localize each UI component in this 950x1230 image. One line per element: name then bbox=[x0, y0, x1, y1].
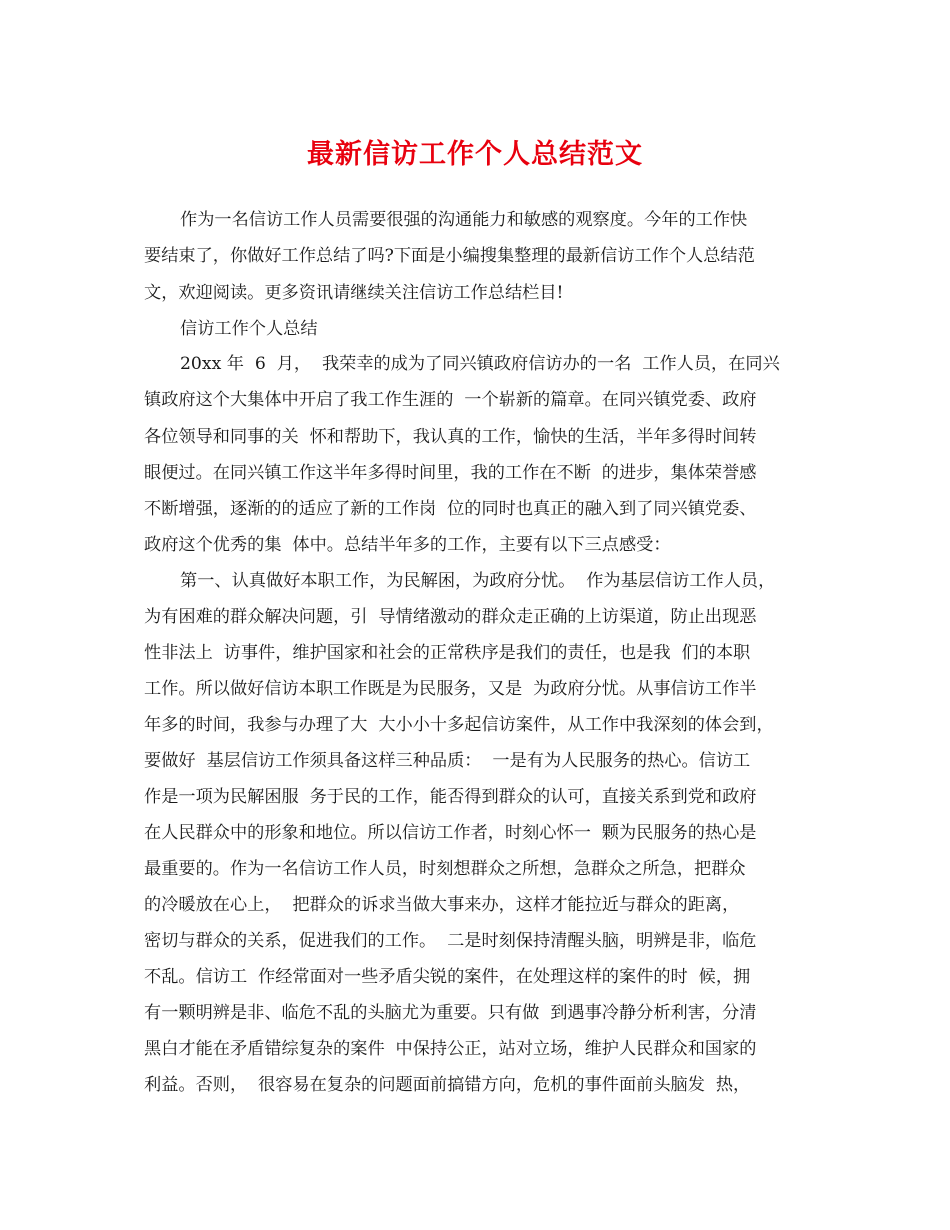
section-heading: 信访工作个人总结 bbox=[180, 319, 318, 339]
body-line: 作是一项为民解困服 务于民的工作，能否得到群众的认可，直接关系到党和政府 bbox=[144, 787, 757, 807]
body-line: 要做好 基层信访工作须具备这样三种品质： 一是有为人民服务的热心。信访工 bbox=[144, 751, 751, 771]
body-line: 在人民群众中的形象和地位。所以信访工作者，时刻心怀一 颗为民服务的热心是 bbox=[144, 823, 757, 843]
body-line: 利益。否则， 很容易在复杂的问题面前搞错方向，危机的事件面前头脑发 热， bbox=[144, 1075, 751, 1095]
body-line: 的冷暖放在心上， 把群众的诉求当做大事来办，这样才能拉近与群众的距离， bbox=[144, 895, 740, 915]
body-line: 文，欢迎阅读。更多资讯请继续关注信访工作总结栏目! bbox=[144, 283, 564, 303]
body-line: 年多的时间，我参与办理了大 大小小十多起信访案件，从工作中我深刻的体会到， bbox=[144, 715, 774, 735]
body-line: 性非法上 访事件，维护国家和社会的正常秩序是我们的责任，也是我 们的本职 bbox=[144, 643, 751, 663]
body-line: 第一、认真做好本职工作，为民解困，为政府分忧。 作为基层信访工作人员， bbox=[180, 571, 776, 591]
body-line: 为有困难的群众解决问题，引 导情绪激动的群众走正确的上访渠道，防止出现恶 bbox=[144, 607, 757, 627]
body-line: 不乱。信访工 作经常面对一些矛盾尖锐的案件，在处理这样的案件的时 候，拥 bbox=[144, 967, 751, 987]
body-line: 黑白才能在矛盾错综复杂的案件 中保持公正，站对立场，维护人民群众和国家的 bbox=[144, 1039, 757, 1059]
body-line: 镇政府这个大集体中开启了我工作生涯的 一个崭新的篇章。在同兴镇党委、政府 bbox=[144, 390, 757, 410]
document-title: 最新信访工作个人总结范文 bbox=[307, 139, 643, 170]
body-line: 眼便过。在同兴镇工作这半年多得时间里，我的工作在不断 的进步，集体荣誉感 bbox=[144, 463, 757, 483]
body-line: 有一颗明辨是非、临危不乱的头脑尤为重要。只有做 到遇事冷静分析利害，分清 bbox=[144, 1003, 757, 1023]
body-line: 各位领导和同事的关 怀和帮助下，我认真的工作，愉快的生活，半年多得时间转 bbox=[144, 427, 757, 447]
body-line: 密切与群众的关系，促进我们的工作。 二是时刻保持清醒头脑，明辨是非，临危 bbox=[144, 931, 757, 951]
body-line: 工作。所以做好信访本职工作既是为民服务，又是 为政府分忧。从事信访工作半 bbox=[144, 679, 757, 699]
body-line: 政府这个优秀的集 体中。总结半年多的工作，主要有以下三点感受： bbox=[144, 535, 671, 555]
body-line: 作为一名信访工作人员需要很强的沟通能力和敏感的观察度。今年的工作快 bbox=[180, 210, 748, 230]
body-line: 不断增强，逐渐的的适应了新的工作岗 位的同时也真正的融入到了同兴镇党委、 bbox=[144, 499, 757, 519]
body-line: 20xx 年 6 月， 我荣幸的成为了同兴镇政府信访办的一名 工作人员，在同兴 bbox=[180, 354, 780, 374]
body-line: 要结束了，你做好工作总结了吗?下面是小编搜集整理的最新信访工作个人总结范 bbox=[144, 246, 755, 266]
body-line: 最重要的。作为一名信访工作人员，时刻想群众之所想，急群众之所急，把群众 bbox=[144, 859, 746, 879]
